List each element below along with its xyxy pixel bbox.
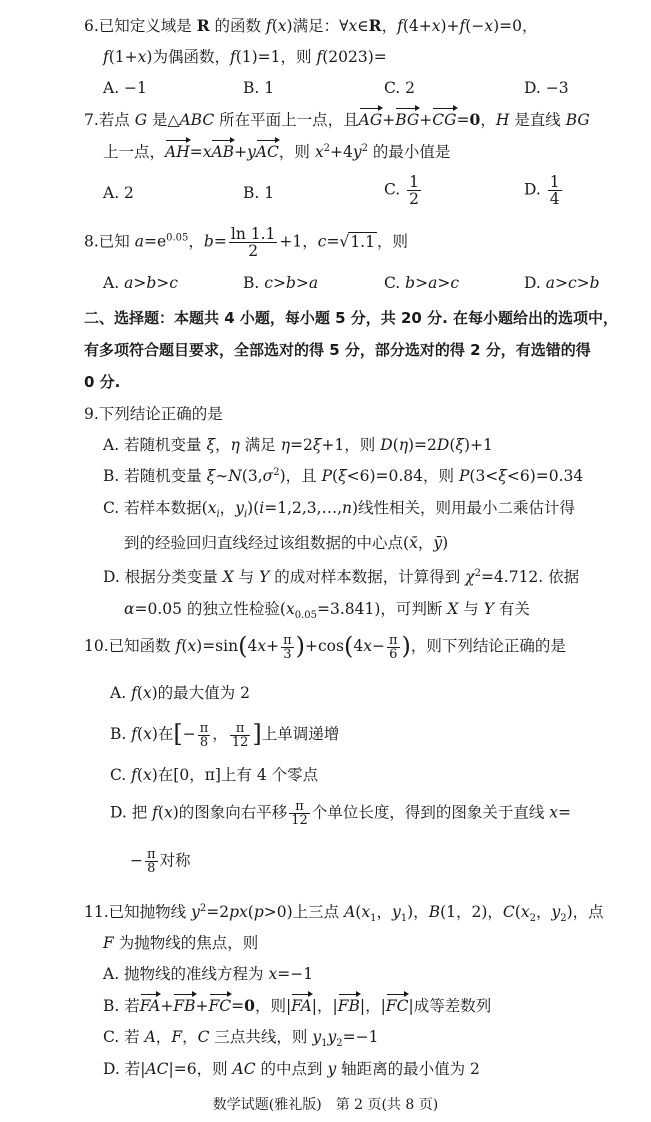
q7-option-a: A. 2: [103, 184, 134, 202]
q7-option-d: D. $\frac{1}{4}$: [524, 173, 560, 208]
q8-line1: 8.已知 $a=e^{0.05}$，b= $\frac{\ln 1.1}{2}$ +1，c=√1.1 ，则: [84, 225, 408, 260]
q9-option-d1: D. 根据分类变量 X 与 Y 的成对样本数据，计算得到 $\chi^2=4.712$. 依据: [103, 567, 580, 586]
q10-stem: 10.已知函数 f(x)=sin(4x+ $\frac{\pi}{3}$ )+cos(4x− $\frac{\pi}{6}$ )，则下列结论正确的是: [84, 632, 566, 662]
q11-option-d: D. 若|AC|=6，则 AC 的中点到 y 轴距离的最小值为 2: [103, 1060, 480, 1078]
q10-option-c: C. f(x)在[0，π]上有 4 个零点: [110, 766, 319, 784]
q6-option-d: D. −3: [524, 79, 569, 97]
q6-option-b: B. 1: [243, 79, 275, 97]
q11-option-b: B. 若FA+FB+FC=0，则|FA|，|FB|，|FC|成等差数列: [103, 996, 492, 1015]
section2-line3: 0 分.: [84, 373, 121, 391]
page-footer: 数学试题(雅礼版) 第 2 页(共 8 页): [212, 1097, 439, 1113]
q11-stem1: 11.已知抛物线 $y^2=2px(p>0)$上三点 $A(x_1$，$y_1$)，B(1，2)，$C(x_2$，$y_2$)，点: [84, 902, 604, 925]
section2-line2: 有多项符合题目要求，全部选对的得 5 分，部分选对的得 2 分，有选错的得: [84, 341, 591, 359]
q11-stem2: F 为抛物线的焦点，则: [103, 934, 259, 952]
q7-option-b: B. 1: [243, 184, 275, 202]
q6-line1: 6.已知定义域是 R 的函数 f(x)满足：∀x∈R，f(4+x)+f(−x)=0，: [84, 16, 538, 35]
q11-option-a: A. 抛物线的准线方程为 x=−1: [103, 965, 314, 983]
q9-stem: 9.下列结论正确的是: [84, 405, 223, 423]
q8-option-b: B. c>b>a: [243, 274, 319, 292]
q9-option-c2: 到的经验回归直线经过该组数据的中心点(x̄，ȳ): [124, 534, 449, 552]
q6-line2: f(1+x)为偶函数，f(1)=1，则 f(2023)=: [103, 48, 387, 66]
q6-option-a: A. −1: [103, 79, 147, 97]
q10-option-b: B. f(x)在[− $\frac{\pi}{8}$ ， $\frac{\pi}{12}$ ]上单调递增: [110, 720, 340, 750]
q11-option-c: C. 若 A，F，C 三点共线，则 $y_1y_2=-1$: [103, 1028, 379, 1050]
q8-option-d: D. a>c>b: [524, 274, 600, 292]
q8-option-c: C. b>a>c: [384, 274, 460, 292]
q9-option-a: A. 若随机变量 ξ，η 满足 η=2ξ+1，则 D(η)=2D(ξ)+1: [103, 436, 493, 454]
q9-option-d2: α=0.05 的独立性检验$(x_{0.05}=3.841)$，可判断 X 与 Y 有关: [124, 600, 530, 622]
q9-option-b: B. 若随机变量 $\xi\sim N(3,\sigma^2)$，且 P(ξ<6)=0.84，则 P(3<ξ<6)=0.34: [103, 466, 584, 485]
q10-option-d1: D. 把 f(x)的图象向右平移 $\frac{\pi}{12}$ 个单位长度，得到的图象关于直线 x=: [110, 799, 572, 828]
q9-option-c1: C. 若样本数据($x_i$，$y_i)(i=1,2,3,\dots,n)$线性相关，则用最小二乘估计得: [103, 499, 576, 521]
q8-option-a: A. a>b>c: [103, 274, 178, 292]
q7-option-c: C. $\frac{1}{2}$: [384, 173, 420, 208]
q7-line2: 上一点，AH=xAB+yAC，则 $x^2+4y^2$ 的最小值是: [103, 142, 451, 161]
q6-option-c: C. 2: [384, 79, 416, 97]
q10-option-d2: − $\frac{\pi}{8}$ 对称: [130, 847, 191, 876]
section2-line1: 二、选择题：本题共 4 小题，每小题 5 分，共 20 分. 在每小题给出的选项中，: [84, 309, 619, 327]
q7-line1: 7.若点 G 是△ABC 所在平面上一点，且AG+BG+CG=0，H 是直线 BG: [84, 110, 590, 129]
q10-option-a: A. f(x)的最大值为 2: [110, 684, 250, 702]
